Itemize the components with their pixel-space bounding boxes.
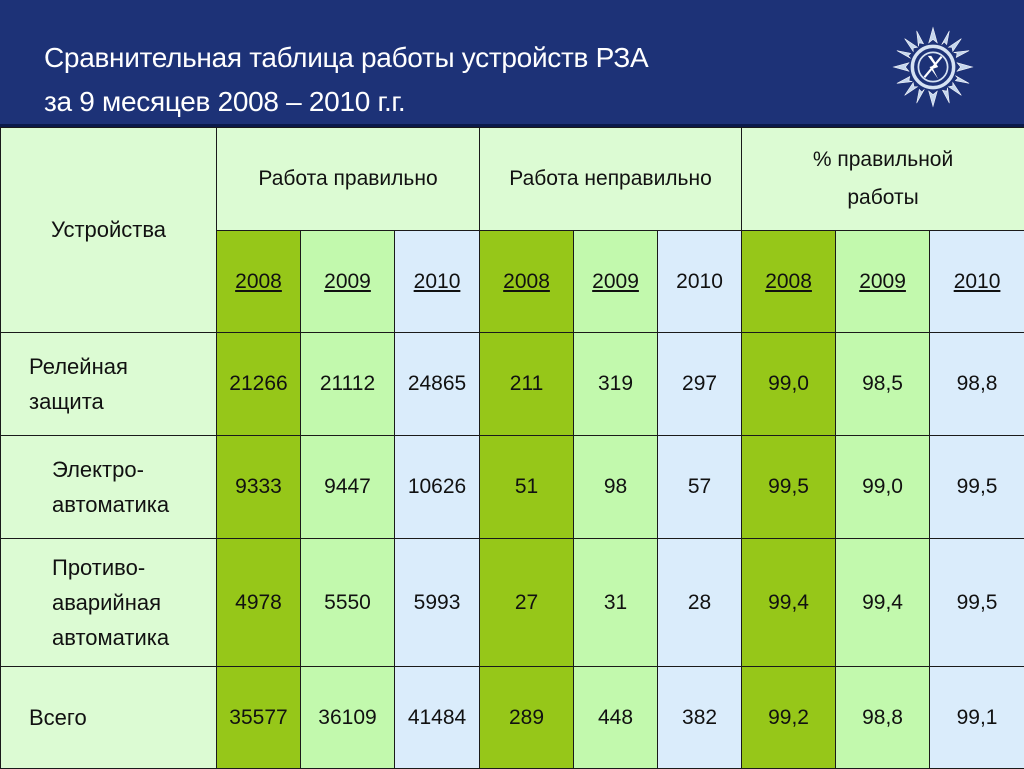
row-label-line: Всего [29,700,216,735]
value-cell: 10626 [395,436,480,539]
value-cell: 98,8 [836,667,930,769]
value-cell: 27 [480,539,574,667]
group-incorrect-header: Работа неправильно [480,128,742,231]
value-cell: 99,1 [930,667,1024,769]
year-label: 2008 [765,270,812,293]
value-cell: 28 [658,539,742,667]
value-cell: 36109 [301,667,395,769]
row-label-cell [1,539,217,667]
table-row [1,667,1024,769]
value-cell: 57 [658,436,742,539]
value-cell: 382 [658,667,742,769]
year-header [836,231,930,333]
row-label-cell [1,436,217,539]
year-header [930,231,1024,333]
group-percent-header [742,128,1024,231]
year-label: 2010 [676,270,723,293]
value-cell: 21112 [301,333,395,436]
table-row [1,333,1024,436]
value-cell: 41484 [395,667,480,769]
row-label-cell [1,333,217,436]
row-label-line: аварийная [52,585,216,620]
value-cell: 448 [574,667,658,769]
value-cell: 98,5 [836,333,930,436]
value-cell: 297 [658,333,742,436]
year-header [395,231,480,333]
value-cell: 319 [574,333,658,436]
year-label: 2008 [235,270,282,293]
group-percent-line-2: работы [742,179,1024,217]
table-row [1,436,1024,539]
value-cell: 99,2 [742,667,836,769]
year-label: 2009 [592,270,639,293]
value-cell: 5550 [301,539,395,667]
row-label-line: Релейная [29,349,216,384]
table-row [1,539,1024,667]
row-label-line: автоматика [52,620,216,655]
value-cell: 4978 [217,539,301,667]
value-cell: 24865 [395,333,480,436]
value-cell: 9333 [217,436,301,539]
value-cell: 289 [480,667,574,769]
page-title [44,36,648,124]
group-correct-header: Работа правильно [217,128,480,231]
row-label-line: Противо- [52,550,216,585]
group-percent-line-1: % правильной [742,141,1024,179]
year-label: 2008 [503,270,550,293]
devices-header-cell [1,128,217,333]
title-banner [0,0,1024,127]
lightning-sun-emblem-icon [890,24,976,110]
row-label-cell [1,667,217,769]
year-header [301,231,395,333]
value-cell: 99,4 [742,539,836,667]
value-cell: 99,0 [836,436,930,539]
value-cell: 99,5 [930,436,1024,539]
year-header [480,231,574,333]
value-cell: 99,0 [742,333,836,436]
value-cell: 98,8 [930,333,1024,436]
devices-header: Устройства [51,217,166,242]
year-header [217,231,301,333]
value-cell: 99,5 [742,436,836,539]
value-cell: 35577 [217,667,301,769]
year-label: 2009 [324,270,371,293]
year-label: 2010 [414,270,461,293]
value-cell: 98 [574,436,658,539]
value-cell: 99,5 [930,539,1024,667]
row-label-line: защита [29,384,216,419]
row-label-line: автоматика [52,487,216,522]
year-header [574,231,658,333]
value-cell: 31 [574,539,658,667]
value-cell: 51 [480,436,574,539]
value-cell: 211 [480,333,574,436]
row-label-line: Электро- [52,452,216,487]
value-cell: 9447 [301,436,395,539]
year-header [658,231,742,333]
value-cell: 21266 [217,333,301,436]
value-cell: 99,4 [836,539,930,667]
year-label: 2010 [954,270,1001,293]
rza-comparison-table [0,127,1024,769]
year-header [742,231,836,333]
value-cell: 5993 [395,539,480,667]
title-line-2: за 9 месяцев 2008 – 2010 г.г. [44,80,648,124]
title-line-1: Сравнительная таблица работы устройств РЗА [44,36,648,80]
year-label: 2009 [859,270,906,293]
